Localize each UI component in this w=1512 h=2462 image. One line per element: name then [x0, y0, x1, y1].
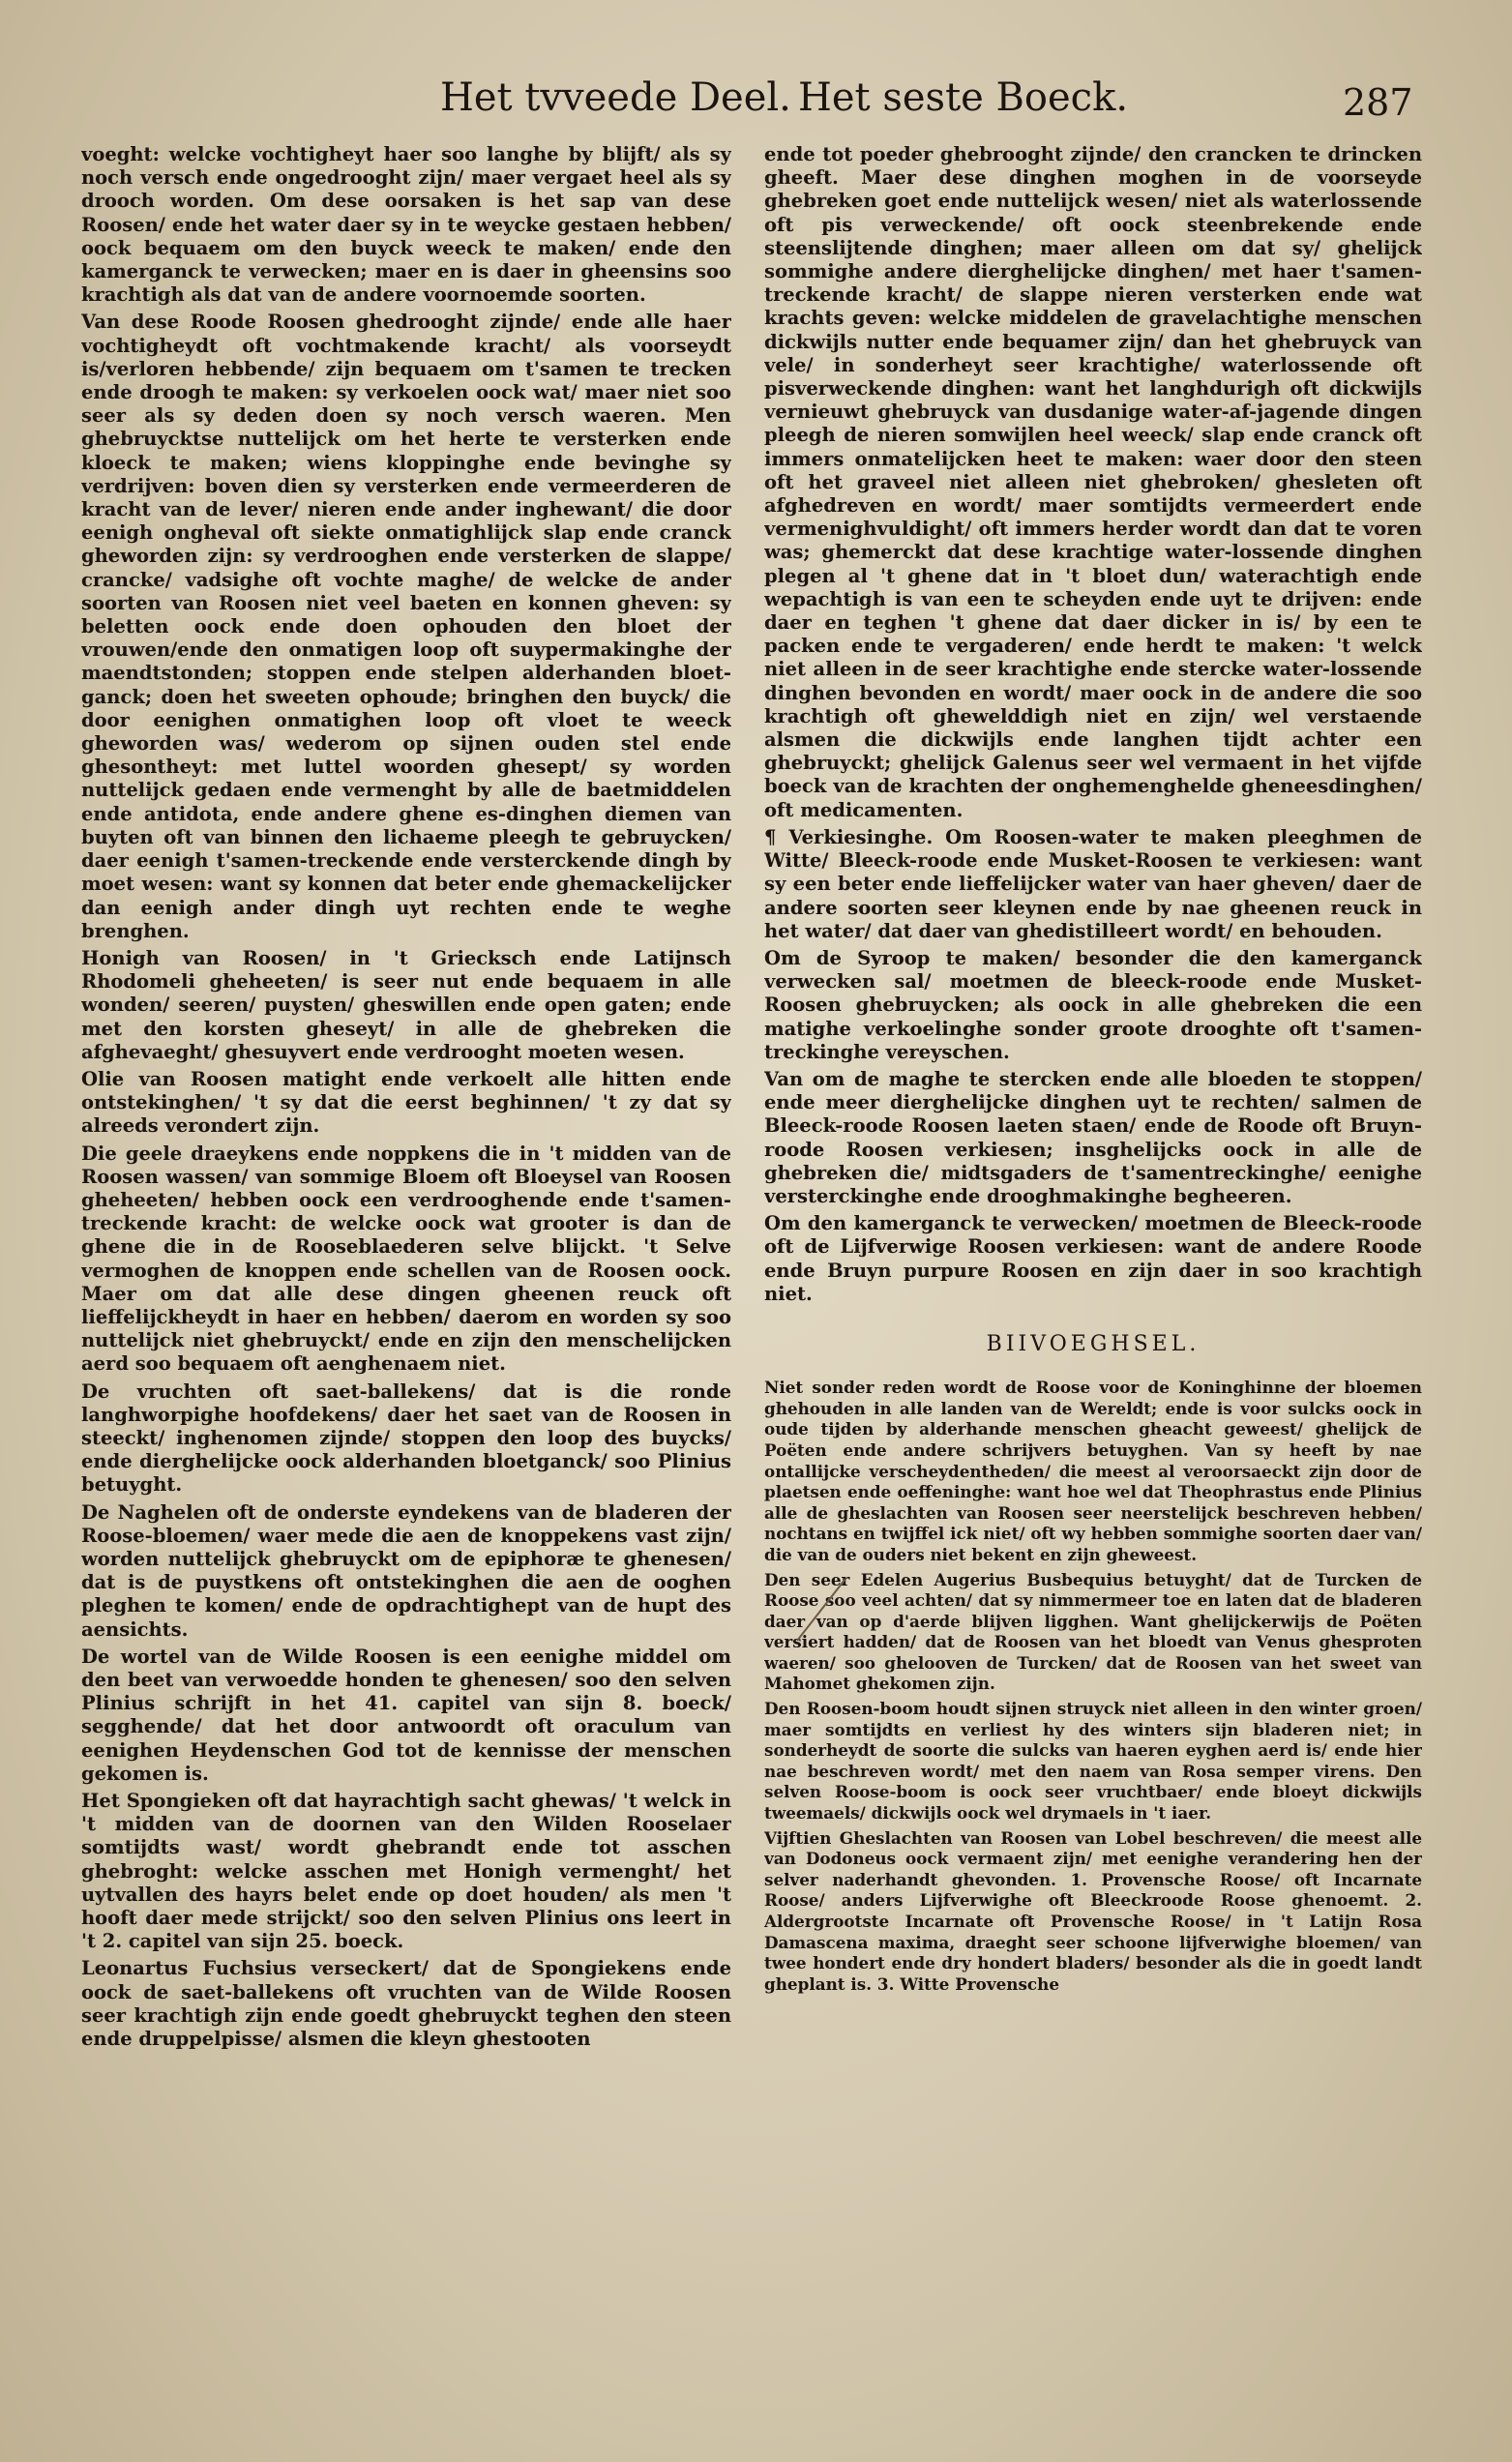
pen-stroke-mark — [795, 1575, 848, 1643]
paragraph: Om de Syroop te maken/ besonder die den kamerganck verwecken sal/ moetmen de bleeck-roode ende Musket-Roosen ghebruycken; als oock in alle ghebreken die een matighe verkoelinghe sonder groote drooghte oft t'samen-treckinghe vereyschen. — [764, 946, 1422, 1063]
paragraph: De Naghelen oft de onderste eyndekens van de bladeren der Roose-bloemen/ waer mede die aen de knoppekens vast zijn/ worden nuttelijck ghebruyckt om de epiphoræ te ghenesen/ dat is de puystkens oft ontstekinghen die aen de ooghen pleghen te komen/ ende de opdrachtighept van de hupt des aensichts. — [81, 1500, 731, 1641]
paragraph: Leonartus Fuchsius verseckert/ dat de Spongiekens ende oock de saet-ballekens oft vruchten van de Wilde Roosen seer krachtigh zijn ende goedt ghebruyckt teghen den steen ende druppelpisse/ alsmen die kleyn ghestooten — [81, 1957, 731, 2051]
paragraph: Het Spongieken oft dat hayrachtigh sacht ghewas/ 't welck in 't midden van de doornen van den Wilden Rooselaer somtijdts wast/ wordt ghebrandt ende tot asschen ghebroght: welcke asschen met Honigh vermenght/ het uytvallen des hayrs belet ende op doet houden/ als men 't hooft daer mede strijckt/ soo den selven Plinius ons leert in 't 2. capitel van sijn 25. boeck. — [81, 1790, 731, 1953]
paragraph: Van om de maghe te stercken ende alle bloeden te stoppen/ ende meer dierghelijcke dinghen uyt te rechten/ salmen de Bleeck-roode Roosen laeten staen/ ende de Roode oft Bruyn-roode Roosen verkiesen; insghelijcks oock in alle de ghebreken die/ midtsgaders de t'samentreckinghe/ eenighe versterckinghe ende drooghmakinghe begheeren. — [764, 1067, 1422, 1207]
appendix-paragraph: Niet sonder reden wordt de Roose voor de Koninghinne der bloemen ghehouden in alle landen van de Wereldt; ende is voor sulcks oock in oude tijden by alderhande menschen gheacht geweest/ ghelijck de Poëten ende andere schrijvers betuyghen. Van sy heeft by nae ontallijcke verscheydentheden/ die meest al veroorsaeckt zijn door de plaetsen ende oeffeninghe: want hoe wel dat Theophrastus ende Plinius alle de gheslachten van Roosen seer neerstelijck beschreven hebben/ nochtans en twijffel ick niet/ oft wy hebben sommighe soorten daer van/ die van de ouders niet bekent en zijn gheweest. — [764, 1378, 1422, 1564]
appendix-paragraph: Den Roosen-boom houdt sijnen struyck niet alleen in den winter groen/ maer somtijdts en verliest hy des winters sijn bladeren niet; in sonderheydt de soorte die sulcks van haeren eyghen aerd is/ ende hier nae beschreven wordt/ met den naem van Rosa semper virens. Den selven Roose-boom is oock seer vruchtbaer/ ende bloeyt dickwijls tweemaels/ dickwijls oock wel drymaels in 't iaer. — [764, 1699, 1422, 1824]
section-title: BIIVOEGHSEL. — [986, 1331, 1201, 1356]
book-heading: Het seste Boeck. — [798, 75, 1129, 120]
right-column — [764, 143, 1422, 2407]
paragraph: Die geele draeykens ende noppkens die in 't midden van de Roosen wassen/ van sommige Bloem oft Bloeysel van Roosen gheheeten/ hebben oock een verdrooghende ende t'samen-treckende kracht: de welcke oock wat grooter is dan de ghene die in de Rooseblaederen selve blijckt. 't Selve vermoghen de knoppen ende schellen van de Roosen oock. Maer om dat alle dese dingen gheenen reuck oft lieffelijckheydt in haer en hebben/ daerom en worden sy soo nuttelijck niet ghebruyckt/ ende en zijn den menschelijcken aerd soo bequaem oft aenghenaem niet. — [81, 1142, 731, 1376]
part-heading: Het tvveede Deel. — [440, 75, 791, 120]
paragraph: Olie van Roosen matight ende verkoelt alle hitten ende ontstekinghen/ 't sy dat die eerst beghinnen/ 't zy dat sy alreeds verondert zijn. — [81, 1067, 731, 1138]
appendix-paragraph: Den seer Edelen Augerius Busbequius betuyght/ dat de Turcken de Roose soo veel achten/ dat sy nimmermeer toe en laten dat de bladeren daer van op d'aerde blijven ligghen. Want ghelijckerwijs de Poëten versiert hadden/ dat de Roosen van het bloedt van Venus ghesproten waeren/ soo ghelooven de Turcken/ dat de Roosen van het sweet van Mahomet ghekomen zijn. — [764, 1569, 1422, 1694]
page-number: 287 — [1343, 81, 1413, 124]
running-header — [0, 58, 1512, 135]
paragraph: De wortel van de Wilde Roosen is een eenighe middel om den beet van verwoedde honden te ghenesen/ soo den selven Plinius schrijft in het 41. capitel van sijn 8. boeck/ segghende/ dat het door antwoordt oft oraculum van eenighen Heydenschen God tot de kennisse der menschen gekomen is. — [81, 1645, 731, 1785]
paragraph: ende tot poeder ghebrooght zijnde/ den crancken te drincken gheeft. Maer dese dinghen moghen in de voorseyde ghebreken goet ende nuttelijck wesen/ niet als waterlossende oft pis verweckende/ oft oock steenbrekende ende steenslijtende dinghen; maer alleen om dat sy/ ghelijck sommighe andere dierghelijcke dinghen/ met haer t'samen-treckende kracht/ de slappe nieren versterken ende wat krachts geven: welcke middelen de gravelachtighe menschen dickwijls nutter ende bequamer zijn/ dan het ghebruyck van vele/ in sonderheyt seer krachtighe/ waterlossende oft pisverweckende dinghen: want het langhdurigh oft dickwijls vernieuwt ghebruyck van dusdanige water-af-jagende dingen pleegh de nieren somwijlen heel weeck/ slap ende cranck oft immers onmatelijcken heet te maken: waer door den steen oft het graveel niet alleen niet ghebroken/ ghesleten oft afghedreven en wordt/ maer somtijdts vermeerdert ende vermenighvuldight/ oft immers herder wordt dan dat te voren was; ghemerckt dat dese krachtige water-lossende dinghen plegen al 't ghene dat in 't bloet dun/ waterachtigh ende wepachtigh is van een te scheyden ende uyt te drijven: ende daer en teghen 't ghene dat daer dicker in is/ by een te packen ende te vergaderen/ ende herdt te maken: 't welck niet alleen in de seer krachtighe ende stercke water-lossende dinghen bevonden en wordt/ maer oock in de andere die soo krachtigh oft ghewelddigh niet en zijn/ wel verstaende alsmen die dickwijls ende langhen tijdt achter een ghebruyckt; ghelijck Galenus seer wel vermaent in het vijfde boeck van de krachten der onghemenghelde gheneesdinghen/ oft medicamenten. — [764, 143, 1422, 821]
paragraph: De vruchten oft saet-ballekens/ dat is die ronde langhworpighe hoofdekens/ daer het saet van de Roosen in steeckt/ inghenomen zijnde/ stoppen den loop des buycks/ ende dierghelijcke oock alderhanden bloetganck/ soo Plinius betuyght. — [81, 1379, 731, 1497]
paragraph: voeght: welcke vochtigheyt haer soo langhe by blijft/ als sy noch versch ende ongedrooght zijn/ maer vergaet heel als sy drooch worden. Om dese oorsaken is het sap van dese Roosen/ ende het water daer sy in te weycke gestaen hebben/ oock bequaem om den buyck weeck te maken/ ende den kamerganck te verwecken; maer en is daer in gheensins soo krachtigh als dat van de andere voornoemde soorten. — [81, 143, 731, 307]
appendix-paragraph: Vijftien Gheslachten van Roosen van Lobel beschreven/ die meest alle van Dodoneus oock vermaent zijn/ met eenighe verandering hen der selver naderhandt ghevonden. 1. Provensche Roose/ oft Incarnate Roose/ anders Lijfverwighe oft Bleeckroode Roose ghenoemt. 2. Aldergrootste Incarnate oft Provensche Roose/ in 't Latijn Rosa Damascena maxima, draeght seer schoone lijfverwighe bloemen/ van twee hondert ende dry hondert bladers/ besonder als die in goedt landt gheplant is. 3. Witte Provensche — [764, 1827, 1422, 1994]
paragraph: Om den kamerganck te verwecken/ moetmen de Bleeck-roode oft de Lijfverwige Roosen verkiesen: want de andere Roode ende Bruyn purpure Roosen en zijn daer in soo krachtigh niet. — [764, 1212, 1422, 1305]
paragraph: Van dese Roode Roosen ghedrooght zijnde/ ende alle haer vochtigheydt oft vochtmakende kracht/ als voorseydt is/verloren hebbende/ zijn bequaem om t'samen te trecken ende droogh te maken: sy verkoelen oock wat/ maer niet soo seer als sy deden doen sy noch versch waeren. Men ghebruycktse nuttelijck om het herte te versterken ende kloeck te maken; wiens kloppinghe ende bevinghe sy verdrijven: boven dien sy versterken ende vermeerderen de kracht van de lever/ nieren ende ander inghewant/ die door eenigh ongheval oft siekte onmatighlijck slap ende cranck gheworden zijn: sy verdrooghen ende versterken de slappe/ crancke/ vadsighe oft vochte maghe/ de welcke de ander soorten van Roosen niet veel baeten en konnen gheven: sy beletten oock ende doen ophouden den bloet der vrouwen/ende den onmatigen loop oft suypermakinghe der maendtstonden; stoppen ende stelpen alderhanden bloet-ganck; doen het sweeten ophoude; bringhen den buyck/ die door eenighen onmatighen loop oft vloet te weeck gheworden was/ wederom op sijnen ouden stel ende ghesontheyt: met luttel woorden ghesept/ sy worden nuttelijck gedaen ende vermenght by alle de baetmiddelen ende antidota, ende andere ghene es-dinghen diemen van buyten oft van binnen den lichaeme pleegh te gebruycken/ daer eenigh t'samen-treckende ende versterckende dingh by moet wesen: want sy konnen dat beter ende ghemackelijcker dan eenigh ander dingh uyt rechten ende te weghe brenghen. — [81, 311, 731, 942]
paragraph: Honigh van Roosen/ in 't Griecksch ende Latijnsch Rhodomeli gheheeten/ is seer nut ende bequaem in alle wonden/ seeren/ puysten/ gheswillen ende open gaten; ende met den korsten gheseyt/ in alle de ghebreken die afghevaeght/ ghesuyvert ende verdrooght moeten wesen. — [81, 946, 731, 1063]
left-column — [81, 143, 731, 2397]
paragraph: ¶ Verkiesinghe. Om Roosen-water te maken pleeghmen de Witte/ Bleeck-roode ende Musket-Roosen te verkiesen: want sy een beter ende lieffelijcker water van haer gheven/ daer de andere soorten seer kleynen ende by nae gheenen reuck in het water/ dat daer van ghedistilleert wordt/ en behouden. — [764, 825, 1422, 942]
